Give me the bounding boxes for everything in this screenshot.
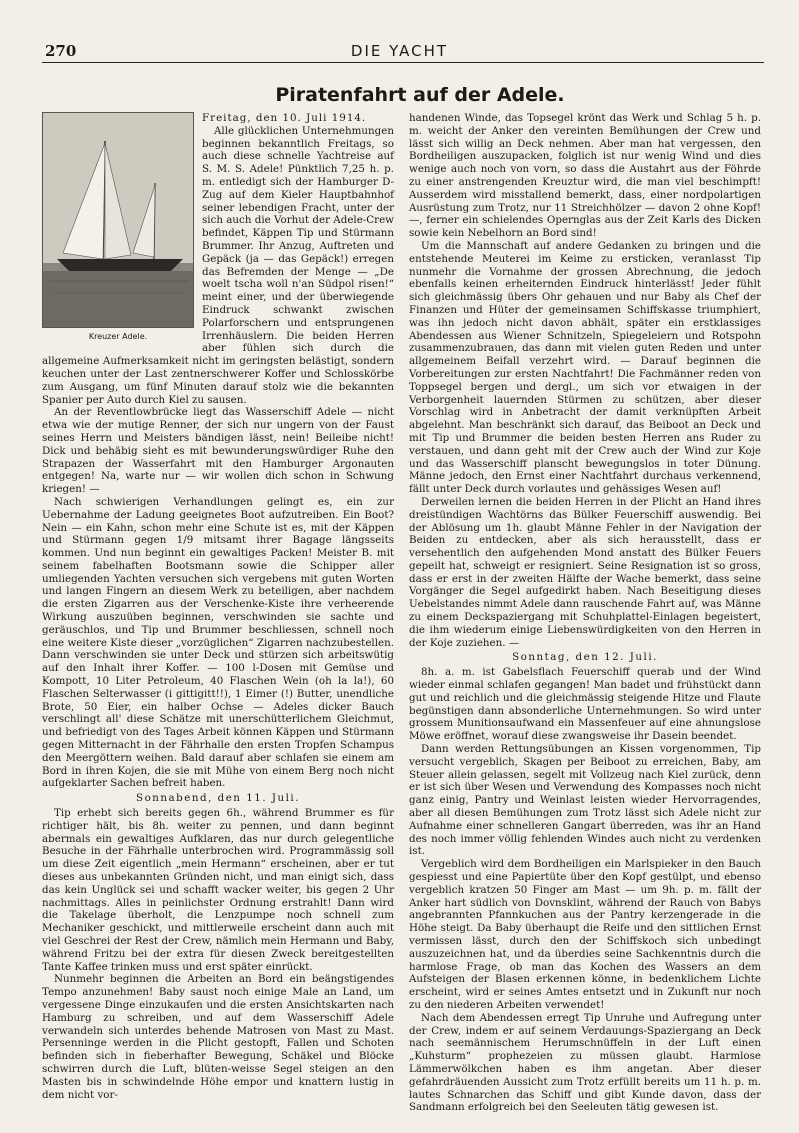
right-column xyxy=(409,112,761,1114)
paragraph: Vergeblich wird dem Bordheiligen ein Marlspieker in den Bauch gespiesst und eine Papiertüte über den Kopf gestülpt, und ebenso vergeblich kratzen 50 Finger am Mast — um 9h. p. m. fällt der Anker hart südlich von Dovnsklint, während der Rauch von Babys angebrannten Pfannkuchen aus der Pantry kerzengerade in die Höhe steigt. Da Baby überhaupt die Reife und den sittlichen Ernst vermissen lässt, durch den der Schiffskoch sich unbedingt auszuzeichnen hat, und da überdies seine Sachkenntnis durch die harmlose Frage, ob man das Kochen des Wassers an dem Aufsteigen der Blasen erkennen könne, in bedenklichem Lichte erscheint, wird er seines Amtes entsetzt und in Zukunft nur noch zu den niederen Arbeiten verwendet! xyxy=(409,858,761,1011)
paragraph: handenen Winde, das Topsegel krönt das Werk und Schlag 5 h. p. m. weicht der Anker den vereinten Bemühungen der Crew und lässt sich willig an Deck nehmen. Aber man hat vergessen, den Bordheiligen auszupacken, folglich ist nur wenig Wind und dies wenige auch noch von vorn, so dass die Austahrt aus der Föhrde zu einer anstrengenden Kreuztur wird, die man viel beschimpft! Ausserdem wird misstallend bemerkt, dass, einer nordpolartigen Ausrüstung zum Trotz, nur 11 Streichhölzer — davon 2 ohne Kopf! —, ferner ein schielendes Opernglas aus der Zeit Karls des Dicken sowie kein Nebelhorn an Bord sind! xyxy=(409,112,761,240)
left-column xyxy=(42,112,394,1101)
figure-caption: Kreuzer Adele. xyxy=(88,332,148,341)
date-heading-saturday: Sonnabend, den 11. Juli. xyxy=(136,792,300,805)
paragraph: Tip erhebt sich bereits gegen 6h., während Brummer es für richtiger hält, bis 8h. weiter zu pennen, und dann beginnt abermals ein gewaltiges Aufklaren, das nur durch gelegentliche Besuche in der Fährhalle unterbrochen wird. Programmässig soll um diese Zeit eigentlich „mein Hermann“ erscheinen, aber er tut dieses aus unbekannten Gründen nicht, und man einigt sich, dass das kein Unglück sei und schafft wacker weiter, bis gegen 2 Uhr nachmittags. Alles in peinlichster Ordnung erstrahlt! Dann wird die Takelage überholt, die Lenzpumpe noch schnell zum Mechaniker geschickt, und mittlerweile erscheint dann auch mit viel Geschrei der Rest der Crew, nämlich mein Hermann und Baby, während Fritzu bei der extra für diesen Zweck bereitgestellten Tante Kaffee trinken muss und erst später einrückt. xyxy=(42,807,394,973)
paragraph: Um die Mannschaft auf andere Gedanken zu bringen und die entstehende Meuterei im Keime zu ersticken, veranlasst Tip nunmehr die Vornahme der grossen Abrechnung, die jedoch ebenfalls keinen erheiternden Eindruck hinterlässt! Jeder fühlt sich gleichmässig übers Ohr gehauen und nur Baby als Chef der Finanzen und Hüter der gemeinsamen Schiffskasse triumphiert, was ihn jedoch nicht davon abhält, später ein erstklassiges Abendessen aus Wiener Schnitzeln, Spiegeleiern und Rotspohn zusammenzubrauen, das dann mit vielen guten Reden und unter allgemeinem Beifall verzehrt wird. — Darauf beginnen die Vorbereitungen zur ersten Nachtfahrt! Die Fachmänner reden von Toppsegel bergen und dergl., um sich vor etwaigen in der Verborgenheit lauernden Stürmen zu schützen, aber dieser Vorschlag wird in Anbetracht der damit verknüpften Arbeit abgelehnt. Man beschränkt sich darauf, das Beiboot an Deck und mit Tip und Brummer die beiden besten Herren ans Ruder zu verstauen, und dann geht mit der Crew auch der Wind zur Koje und das Wasserschiff planscht bewegungslos in toter Dünung. Männe jedoch, den Ernst einer Nachtfahrt durchaus verkennend, fällt unter Deck durch vorlautes und gehässiges Wesen auf! xyxy=(409,239,761,496)
paragraph: Nach schwierigen Verhandlungen gelingt es, ein zur Uebernahme der Ladung geeignetes Boot aufzutreiben. Ein Boot? Nein — ein Kahn, schon mehr eine Schute ist es, mit der Käppen und Stürmann gegen 1/9 mitsamt ihrer Bagage längsseits kommen. Und nun beginnt ein gewaltiges Packen! Meister B. mit seinem fabelhaften Bootsmann sowie die Schipper aller umliegenden Yachten versuchen sich vergebens mit guten Worten und langen Fingern an diesem Werk zu beteiligen, aber nachdem die ersten Zigarren aus der Verschenke-Kiste ihre verheerende Wirkung auszuüben beginnen, verschwinden sie sachte und geräuschlos, und Tip und Brummer beschliessen, schnell noch eine weitere Kiste dieser „vorzüglichen“ Zigarren nachzubestellen. Dann verschwinden sie unter Deck und stürzen sich arbeitswütig auf den Inhalt ihrer Koffer. — 100 l-Dosen mit Gemüse und Kompott, 10 Liter Petroleum, 40 Flaschen Wein (oh la la!), 60 Flaschen Selterwasser (i gittigitt!!), 1 Eimer (!) Butter, unendliche Brote, 50 Eier, ein halber Ochse — Adeles dicker Bauch verschlingt all' diese Schätze mit unerschütterlichem Gleichmut, und befriedigt von des Tages Arbeit können Käppen und Stürmann gegen Mitternacht in der Fährhalle den ersten Tropfen Schampus den Meergöttern weihen. Bald darauf aber schlafen sie einem am Bord in ihren Kojen, die sie mit Mühe von einem Berg noch nicht aufgeklarter Sachen befreit haben. xyxy=(42,495,394,790)
yacht-photo xyxy=(42,112,194,328)
running-title: DIE YACHT xyxy=(350,42,449,60)
paragraph: Alle glücklichen Unternehmungen beginnen bekanntlich Freitags, so auch diese schnelle Yachtreise auf S. M. S. Adele! Pünktlich 7,25 h. p. m. entledigt sich der Hamburger D-Zug auf dem Kieler Hauptbahnhof seiner lebendigen Fracht, unter der sich auch die Vorhut der Adele-Crew befindet, Käppen Tip und Stürmann Brummer. Ihr Anzug, Auftreten und Gepäck (ja — das Gepäck!) erregen das Befremden der Menge — „De woelt tscha woll n'an Südpol risen!“ meint einer, und der überwiegende Eindruck schwankt zwischen Polarforschern und entsprungenen Irrenhäuslern. Die beiden Herren aber fühlen sich durch die allgemeine Aufmerksamkeit nicht im geringsten belästigt, sondern keuchen unter der Last zentnerschwerer Koffer und Schlosskörbe zum Ausgang, um fünf Minuten darauf stolz wie die bekannten Spanier per Auto durch Kiel zu sausen. xyxy=(42,124,394,406)
paragraph: Nunmehr beginnen die Arbeiten an Bord ein beängstigendes Tempo anzunehmen! Baby saust noch einige Male an Land, um vergessene Dinge einzukaufen und die ersten Ansichtskarten nach Hamburg zu schreiben, und auf dem Wasserschiff Adele verwandeln sich unterdes behende Matrosen von Mast zu Mast. Persenninge werden in die Plicht gestopft, Fallen und Schoten befinden sich in fieberhafter Bewegung, Schäkel und Blöcke schwirren durch die Luft, blüten-weisse Segel steigen an den Masten bis in schwindelnde Höhe empor und knattern lustig in dem nicht vor- xyxy=(42,973,394,1101)
page-number: 270 xyxy=(45,42,77,60)
paragraph: Nach dem Abendessen erregt Tip Unruhe und Aufregung unter der Crew, indem er auf seinem Verdauungs-Spaziergang an Deck nach seemännischem Herumschnüffeln in der Luft einen „Kuhsturm“ prophezeien zu müssen glaubt. Harmlose Lämmerwölkchen haben es ihm angetan. Aber dieser gefahrdräuenden Aussicht zum Trotz erfüllt bereits um 11 h. p. m. lautes Schnarchen das Schiff und gibt Kunde davon, dass der Sandmann erfolgreich bei den Seeleuten tätig gewesen ist. xyxy=(409,1011,761,1114)
header-rule xyxy=(42,62,764,63)
article-title: Piratenfahrt auf der Adele. xyxy=(275,84,565,106)
paragraph: 8h. a. m. ist Gabelsflach Feuerschiff querab und der Wind wieder einmal schlafen gegangen! Man badet und frühstückt dann gut und reichlich und die gleichmässig steigende Hitze und Flaute begünstigen dann absonderliche Unternehmungen. So wird unter grossem Munitionsaufwand ein Massenfeuer auf eine ahnungslose Möwe eröffnet, worauf diese zwangsweise ihr Dasein beendet. xyxy=(409,666,761,743)
figure xyxy=(42,112,194,344)
paragraph: Derweilen lernen die beiden Herren in der Plicht an Hand ihres dreistündigen Wachtörns das Bülker Feuerschiff auswendig. Bei der Ablösung um 1h. glaubt Männe Fehler in der Navigation der Beiden zu entdecken, aber als sich herausstellt, dass er versehentlich den aufgehenden Mond anstatt des Bülker Feuers gepeilt hat, schweigt er resigniert. Seine Resignation ist so gross, dass er erst in der zweiten Hälfte der Wache bemerkt, dass seine Vorgänger die Segel aufgedirkt haben. Nach Beseitigung dieses Uebelstandes nimmt Adele dann rauschende Fahrt auf, was Männe zu einem Deckspaziergang mit Schuhplattel-Einlagen begeistert, die ihm wiederum einige Liebenswürdigkeiten von den Herren in der Koje zuziehen. — xyxy=(409,495,761,649)
date-heading-friday: Freitag, den 10. Juli 1914. xyxy=(202,112,367,124)
date-heading-sunday: Sonntag, den 12. Juli. xyxy=(512,651,658,664)
paragraph: An der Reventlowbrücke liegt das Wasserschiff Adele — nicht etwa wie der mutige Renner, der sich nur ungern von der Faust seines Herrn und Meisters bändigen lässt, nein! Beileibe nicht! Dick und behäbig sieht es mit bewunderungswürdiger Ruhe den Strapazen der Wasserfahrt mit den Hamburger Argonauten entgegen! Na, warte nur — wir wollen dich schon in Schwung kriegen! — xyxy=(42,406,394,496)
sailboat-image xyxy=(43,113,193,327)
paragraph: Dann werden Rettungsübungen an Kissen vorgenommen, Tip versucht vergeblich, Skagen per Beiboot zu erreichen, Baby, am Steuer allein gelassen, segelt mit Vollzeug nach Kiel zurück, denn er ist sich über Wesen und Verwendung des Kompasses noch nicht ganz einig, Pantry und Weinlast leisten wieder Hervorragendes, aber all diesen Bemühungen zum Trotz lässt sich Adele nicht zur Aufnahme einer schnelleren Gangart überreden, was ihr an Hand des noch immer völlig fehlenden Windes auch nicht zu verdenken ist. xyxy=(409,743,761,858)
